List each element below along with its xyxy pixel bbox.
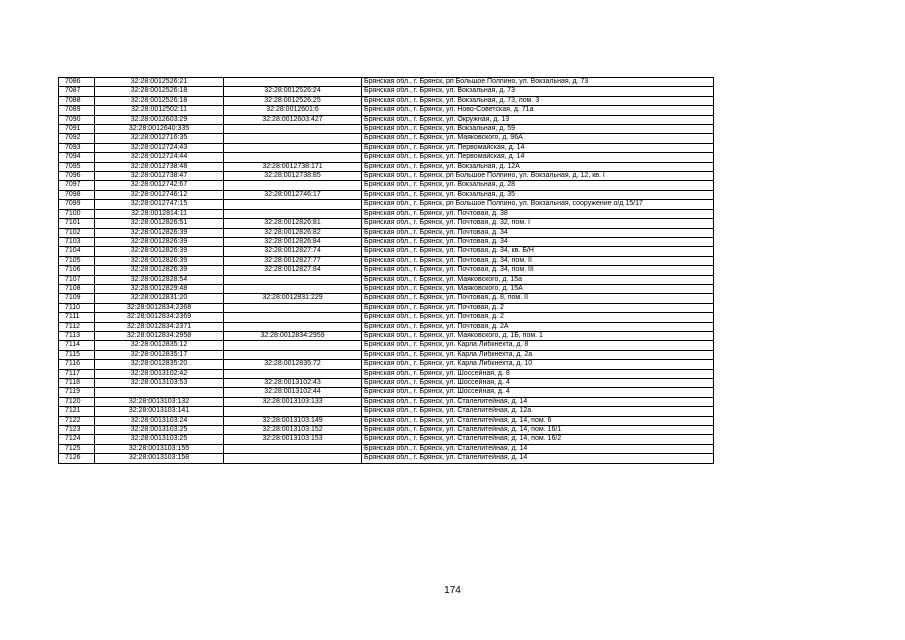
address-cell: Брянская обл., г. Брянск, ул. Вокзальная, д. 28	[362, 181, 714, 190]
related-cadastral-number-cell: 32:28:0013103:149	[224, 416, 362, 425]
table-row	[59, 172, 714, 181]
table-row	[59, 125, 714, 134]
related-cadastral-number-cell: 32:28:0012738:171	[224, 162, 362, 171]
table-row	[59, 87, 714, 96]
related-cadastral-number-cell	[224, 303, 362, 312]
address-cell: Брянская обл., г. Брянск, ул. Шоссейная, д. 4	[362, 379, 714, 388]
address-cell: Брянская обл., г. Брянск, ул. Вокзальная, д. 59	[362, 125, 714, 134]
row-number-cell: 7101	[59, 219, 95, 228]
table-row	[59, 284, 714, 293]
cadastral-number-cell: 32:28:0012603:29	[95, 115, 224, 124]
address-cell: Брянская обл., г. Брянск, ул. Почтовая, д. 38	[362, 209, 714, 218]
cadastral-number-cell: 32:28:0012829:48	[95, 284, 224, 293]
address-cell: Брянская обл., г. Брянск, ул. Почтовая, д. 8, пом. II	[362, 294, 714, 303]
row-number-cell: 7119	[59, 388, 95, 397]
table-row	[59, 426, 714, 435]
cadastral-number-cell: 32:28:0012834:2371	[95, 322, 224, 331]
table-row	[59, 331, 714, 340]
row-number-cell: 7120	[59, 397, 95, 406]
address-cell: Брянская обл., г. Брянск, ул. Почтовая, д. 34	[362, 228, 714, 237]
related-cadastral-number-cell: 32:28:0013103:153	[224, 435, 362, 444]
table-row	[59, 237, 714, 246]
row-number-cell: 7098	[59, 190, 95, 199]
table-row	[59, 313, 714, 322]
row-number-cell: 7107	[59, 275, 95, 284]
cadastral-number-cell: 32:28:0012738:47	[95, 172, 224, 181]
row-number-cell: 7097	[59, 181, 95, 190]
related-cadastral-number-cell: 32:28:0013102:43	[224, 379, 362, 388]
related-cadastral-number-cell	[224, 322, 362, 331]
cadastral-number-cell: 32:28:0012835:20	[95, 360, 224, 369]
row-number-cell: 7099	[59, 200, 95, 209]
address-cell: Брянская обл., г. Брянск, ул. Карла Либкнехта, д. 2а	[362, 350, 714, 359]
address-cell: Брянская обл., г. Брянск, ул. Почтовая, д. 34, кв. Б/Н	[362, 247, 714, 256]
table-row	[59, 388, 714, 397]
table-row	[59, 350, 714, 359]
related-cadastral-number-cell	[224, 181, 362, 190]
related-cadastral-number-cell: 32:28:0012603:427	[224, 115, 362, 124]
row-number-cell: 7086	[59, 78, 95, 87]
cadastral-number-cell: 32:28:0013103:24	[95, 416, 224, 425]
related-cadastral-number-cell	[224, 444, 362, 453]
cadastral-number-cell: 32:28:0012526:18	[95, 87, 224, 96]
cadastral-number-cell: 32:28:0012826:39	[95, 266, 224, 275]
related-cadastral-number-cell	[224, 78, 362, 87]
address-cell: Брянская обл., г. Брянск, ул. Почтовая, д. 34, пом. II	[362, 256, 714, 265]
table-row	[59, 294, 714, 303]
row-number-cell: 7102	[59, 228, 95, 237]
cadastral-number-cell: 32:28:0012724:44	[95, 153, 224, 162]
cadastral-number-cell: 32:28:0012640:335	[95, 125, 224, 134]
address-cell: Брянская обл., г. Брянск, ул. Почтовая, д. 34	[362, 237, 714, 246]
related-cadastral-number-cell	[224, 284, 362, 293]
cadastral-number-cell: 32:28:0012835:17	[95, 350, 224, 359]
table-row	[59, 435, 714, 444]
row-number-cell: 7126	[59, 454, 95, 463]
related-cadastral-number-cell: 32:28:0012746:17	[224, 190, 362, 199]
table-row	[59, 106, 714, 115]
row-number-cell: 7112	[59, 322, 95, 331]
table-row	[59, 219, 714, 228]
table-row	[59, 96, 714, 105]
table-row	[59, 454, 714, 463]
address-cell: Брянская обл., г. Брянск, ул. Маяковского, д. 15А	[362, 284, 714, 293]
address-cell: Брянская обл., г. Брянск, ул. Сталелитейная, д. 14	[362, 454, 714, 463]
row-number-cell: 7091	[59, 125, 95, 134]
cadastral-number-cell: 32:28:0012826:39	[95, 247, 224, 256]
address-cell: Брянская обл., г. Брянск, ул. Карла Либкнехта, д. 8	[362, 341, 714, 350]
table-row	[59, 181, 714, 190]
table-row	[59, 153, 714, 162]
cadastral-number-cell: 32:28:0013103:132	[95, 397, 224, 406]
cadastral-number-cell: 32:28:0013103:25	[95, 426, 224, 435]
table-row	[59, 444, 714, 453]
row-number-cell: 7121	[59, 407, 95, 416]
address-cell: Брянская обл., г. Брянск, ул. Почтовая, д. 32, пом. I	[362, 219, 714, 228]
address-cell: Брянская обл., г. Брянск, ул. Вокзальная, д. 12А	[362, 162, 714, 171]
row-number-cell: 7124	[59, 435, 95, 444]
table-row	[59, 416, 714, 425]
related-cadastral-number-cell: 32:28:0012835:72	[224, 360, 362, 369]
address-cell: Брянская обл., г. Брянск, рп Большое Полпино, ул. Вокзальная, сооружение о/д 15/17	[362, 200, 714, 209]
cadastral-number-cell: 32:28:0012826:39	[95, 256, 224, 265]
address-cell: Брянская обл., г. Брянск, ул. Почтовая, д. 34, пом. III	[362, 266, 714, 275]
related-cadastral-number-cell	[224, 369, 362, 378]
related-cadastral-number-cell	[224, 454, 362, 463]
row-number-cell: 7090	[59, 115, 95, 124]
address-cell: Брянская обл., г. Брянск, ул. Вокзальная, д. 73, пом. 3	[362, 96, 714, 105]
cadastral-number-cell: 32:28:0012724:43	[95, 143, 224, 152]
related-cadastral-number-cell: 32:28:0012526:24	[224, 87, 362, 96]
related-cadastral-number-cell	[224, 200, 362, 209]
cadastral-number-cell: 32:28:0012834:2368	[95, 303, 224, 312]
address-cell: Брянская обл., г. Брянск, ул. Почтовая, д. 2	[362, 303, 714, 312]
address-cell: Брянская обл., г. Брянск, ул. Сталелитейная, д. 14, пом. 16/2	[362, 435, 714, 444]
registry-table	[58, 77, 714, 464]
related-cadastral-number-cell: 32:28:0012826:84	[224, 237, 362, 246]
row-number-cell: 7105	[59, 256, 95, 265]
related-cadastral-number-cell	[224, 209, 362, 218]
related-cadastral-number-cell	[224, 407, 362, 416]
related-cadastral-number-cell	[224, 275, 362, 284]
related-cadastral-number-cell	[224, 313, 362, 322]
cadastral-number-cell: 32:28:0012831:20	[95, 294, 224, 303]
row-number-cell: 7125	[59, 444, 95, 453]
cadastral-number-cell: 32:28:0012834:2958	[95, 331, 224, 340]
table-body	[59, 78, 714, 464]
table-row	[59, 200, 714, 209]
table-row	[59, 228, 714, 237]
row-number-cell: 7115	[59, 350, 95, 359]
table-row	[59, 134, 714, 143]
related-cadastral-number-cell: 32:28:0013102:44	[224, 388, 362, 397]
related-cadastral-number-cell: 32:28:0012827:84	[224, 266, 362, 275]
address-cell: Брянская обл., г. Брянск, ул. Ново-Советская, д. 71а	[362, 106, 714, 115]
table-row	[59, 360, 714, 369]
cadastral-number-cell: 32:28:0013103:141	[95, 407, 224, 416]
row-number-cell: 7110	[59, 303, 95, 312]
cadastral-number-cell: 32:28:0012835:12	[95, 341, 224, 350]
row-number-cell: 7118	[59, 379, 95, 388]
table-row	[59, 209, 714, 218]
row-number-cell: 7100	[59, 209, 95, 218]
related-cadastral-number-cell	[224, 341, 362, 350]
address-cell: Брянская обл., г. Брянск, ул. Сталелитейная, д. 14	[362, 444, 714, 453]
related-cadastral-number-cell	[224, 350, 362, 359]
address-cell: Брянская обл., г. Брянск, ул. Маяковского, д. 15а	[362, 275, 714, 284]
cadastral-number-cell: 32:28:0013103:155	[95, 444, 224, 453]
cadastral-number-cell: 32:28:0013103:158	[95, 454, 224, 463]
related-cadastral-number-cell: 32:28:0012601:6	[224, 106, 362, 115]
row-number-cell: 7096	[59, 172, 95, 181]
address-cell: Брянская обл., г. Брянск, рп Большое Полпино, ул. Вокзальная, д. 12, кв. I	[362, 172, 714, 181]
row-number-cell: 7103	[59, 237, 95, 246]
row-number-cell: 7111	[59, 313, 95, 322]
table-row	[59, 115, 714, 124]
table-row	[59, 78, 714, 87]
address-cell: Брянская обл., г. Брянск, ул. Почтовая, д. 2А	[362, 322, 714, 331]
row-number-cell: 7114	[59, 341, 95, 350]
cadastral-number-cell: 32:28:0012814:11	[95, 209, 224, 218]
row-number-cell: 7106	[59, 266, 95, 275]
table-row	[59, 275, 714, 284]
cadastral-number-cell: 32:28:0012738:48	[95, 162, 224, 171]
related-cadastral-number-cell: 32:28:0012827:74	[224, 247, 362, 256]
cadastral-number-cell: 32:28:0012526:18	[95, 96, 224, 105]
related-cadastral-number-cell: 32:28:0012826:82	[224, 228, 362, 237]
page-number: 174	[444, 585, 461, 596]
row-number-cell: 7092	[59, 134, 95, 143]
table-row	[59, 303, 714, 312]
table-row	[59, 143, 714, 152]
address-cell: Брянская обл., г. Брянск, ул. Маяковского, д. 1Б, пом. 1	[362, 331, 714, 340]
cadastral-number-cell: 32:28:0012826:51	[95, 219, 224, 228]
address-cell: Брянская обл., г. Брянск, ул. Сталелитейная, д. 12а	[362, 407, 714, 416]
row-number-cell: 7113	[59, 331, 95, 340]
related-cadastral-number-cell	[224, 143, 362, 152]
table-row	[59, 247, 714, 256]
cadastral-number-cell: 32:28:0012826:39	[95, 228, 224, 237]
cadastral-number-cell: 32:28:0012834:2369	[95, 313, 224, 322]
row-number-cell: 7108	[59, 284, 95, 293]
table-row	[59, 322, 714, 331]
cadastral-number-cell	[95, 388, 224, 397]
cadastral-number-cell: 32:28:0012828:54	[95, 275, 224, 284]
address-cell: Брянская обл., г. Брянск, ул. Вокзальная, д. 35	[362, 190, 714, 199]
table-row	[59, 397, 714, 406]
table-row	[59, 256, 714, 265]
table-row	[59, 341, 714, 350]
address-cell: Брянская обл., г. Брянск, ул. Сталелитейная, д. 14, пом. 6	[362, 416, 714, 425]
table-row	[59, 379, 714, 388]
row-number-cell: 7095	[59, 162, 95, 171]
related-cadastral-number-cell: 32:28:0012834:2959	[224, 331, 362, 340]
row-number-cell: 7122	[59, 416, 95, 425]
cadastral-number-cell: 32:28:0012826:39	[95, 237, 224, 246]
table-row	[59, 369, 714, 378]
row-number-cell: 7088	[59, 96, 95, 105]
address-cell: Брянская обл., г. Брянск, ул. Окружная, д. 13	[362, 115, 714, 124]
cadastral-number-cell: 32:28:0013103:25	[95, 435, 224, 444]
related-cadastral-number-cell: 32:28:0012738:85	[224, 172, 362, 181]
address-cell: Брянская обл., г. Брянск, ул. Почтовая, д. 2	[362, 313, 714, 322]
related-cadastral-number-cell: 32:28:0012831:229	[224, 294, 362, 303]
cadastral-number-cell: 32:28:0013102:42	[95, 369, 224, 378]
row-number-cell: 7104	[59, 247, 95, 256]
address-cell: Брянская обл., г. Брянск, ул. Маяковского, д. 96А	[362, 134, 714, 143]
related-cadastral-number-cell: 32:28:0012826:81	[224, 219, 362, 228]
cadastral-number-cell: 32:28:0012746:12	[95, 190, 224, 199]
related-cadastral-number-cell: 32:28:0013103:152	[224, 426, 362, 435]
cadastral-number-cell: 32:28:0012747:15	[95, 200, 224, 209]
row-number-cell: 7117	[59, 369, 95, 378]
address-cell: Брянская обл., г. Брянск, ул. Шоссейная, д. 4	[362, 388, 714, 397]
address-cell: Брянская обл., г. Брянск, рп Большое Полпино, ул. Вокзальная, д. 73	[362, 78, 714, 87]
table-row	[59, 190, 714, 199]
cadastral-number-cell: 32:28:0012742:67	[95, 181, 224, 190]
row-number-cell: 7089	[59, 106, 95, 115]
row-number-cell: 7094	[59, 153, 95, 162]
address-cell: Брянская обл., г. Брянск, ул. Первомайская, д. 14	[362, 143, 714, 152]
row-number-cell: 7087	[59, 87, 95, 96]
row-number-cell: 7109	[59, 294, 95, 303]
related-cadastral-number-cell: 32:28:0013103:133	[224, 397, 362, 406]
cadastral-number-cell: 32:28:0013103:53	[95, 379, 224, 388]
related-cadastral-number-cell: 32:28:0012827:77	[224, 256, 362, 265]
cadastral-number-cell: 32:28:0012716:35	[95, 134, 224, 143]
address-cell: Брянская обл., г. Брянск, ул. Карла Либкнехта, д. 10	[362, 360, 714, 369]
table-row	[59, 162, 714, 171]
address-cell: Брянская обл., г. Брянск, ул. Вокзальная, д. 73	[362, 87, 714, 96]
address-cell: Брянская обл., г. Брянск, ул. Первомайская, д. 14	[362, 153, 714, 162]
address-cell: Брянская обл., г. Брянск, ул. Шоссейная, д. 8	[362, 369, 714, 378]
cadastral-number-cell: 32:28:0012502:11	[95, 106, 224, 115]
address-cell: Брянская обл., г. Брянск, ул. Сталелитейная, д. 14	[362, 397, 714, 406]
row-number-cell: 7093	[59, 143, 95, 152]
table-row	[59, 407, 714, 416]
related-cadastral-number-cell	[224, 125, 362, 134]
address-cell: Брянская обл., г. Брянск, ул. Сталелитейная, д. 14, пом. 16/1	[362, 426, 714, 435]
row-number-cell: 7116	[59, 360, 95, 369]
related-cadastral-number-cell: 32:28:0012526:25	[224, 96, 362, 105]
row-number-cell: 7123	[59, 426, 95, 435]
related-cadastral-number-cell	[224, 134, 362, 143]
table-row	[59, 266, 714, 275]
related-cadastral-number-cell	[224, 153, 362, 162]
cadastral-number-cell: 32:28:0012526:21	[95, 78, 224, 87]
